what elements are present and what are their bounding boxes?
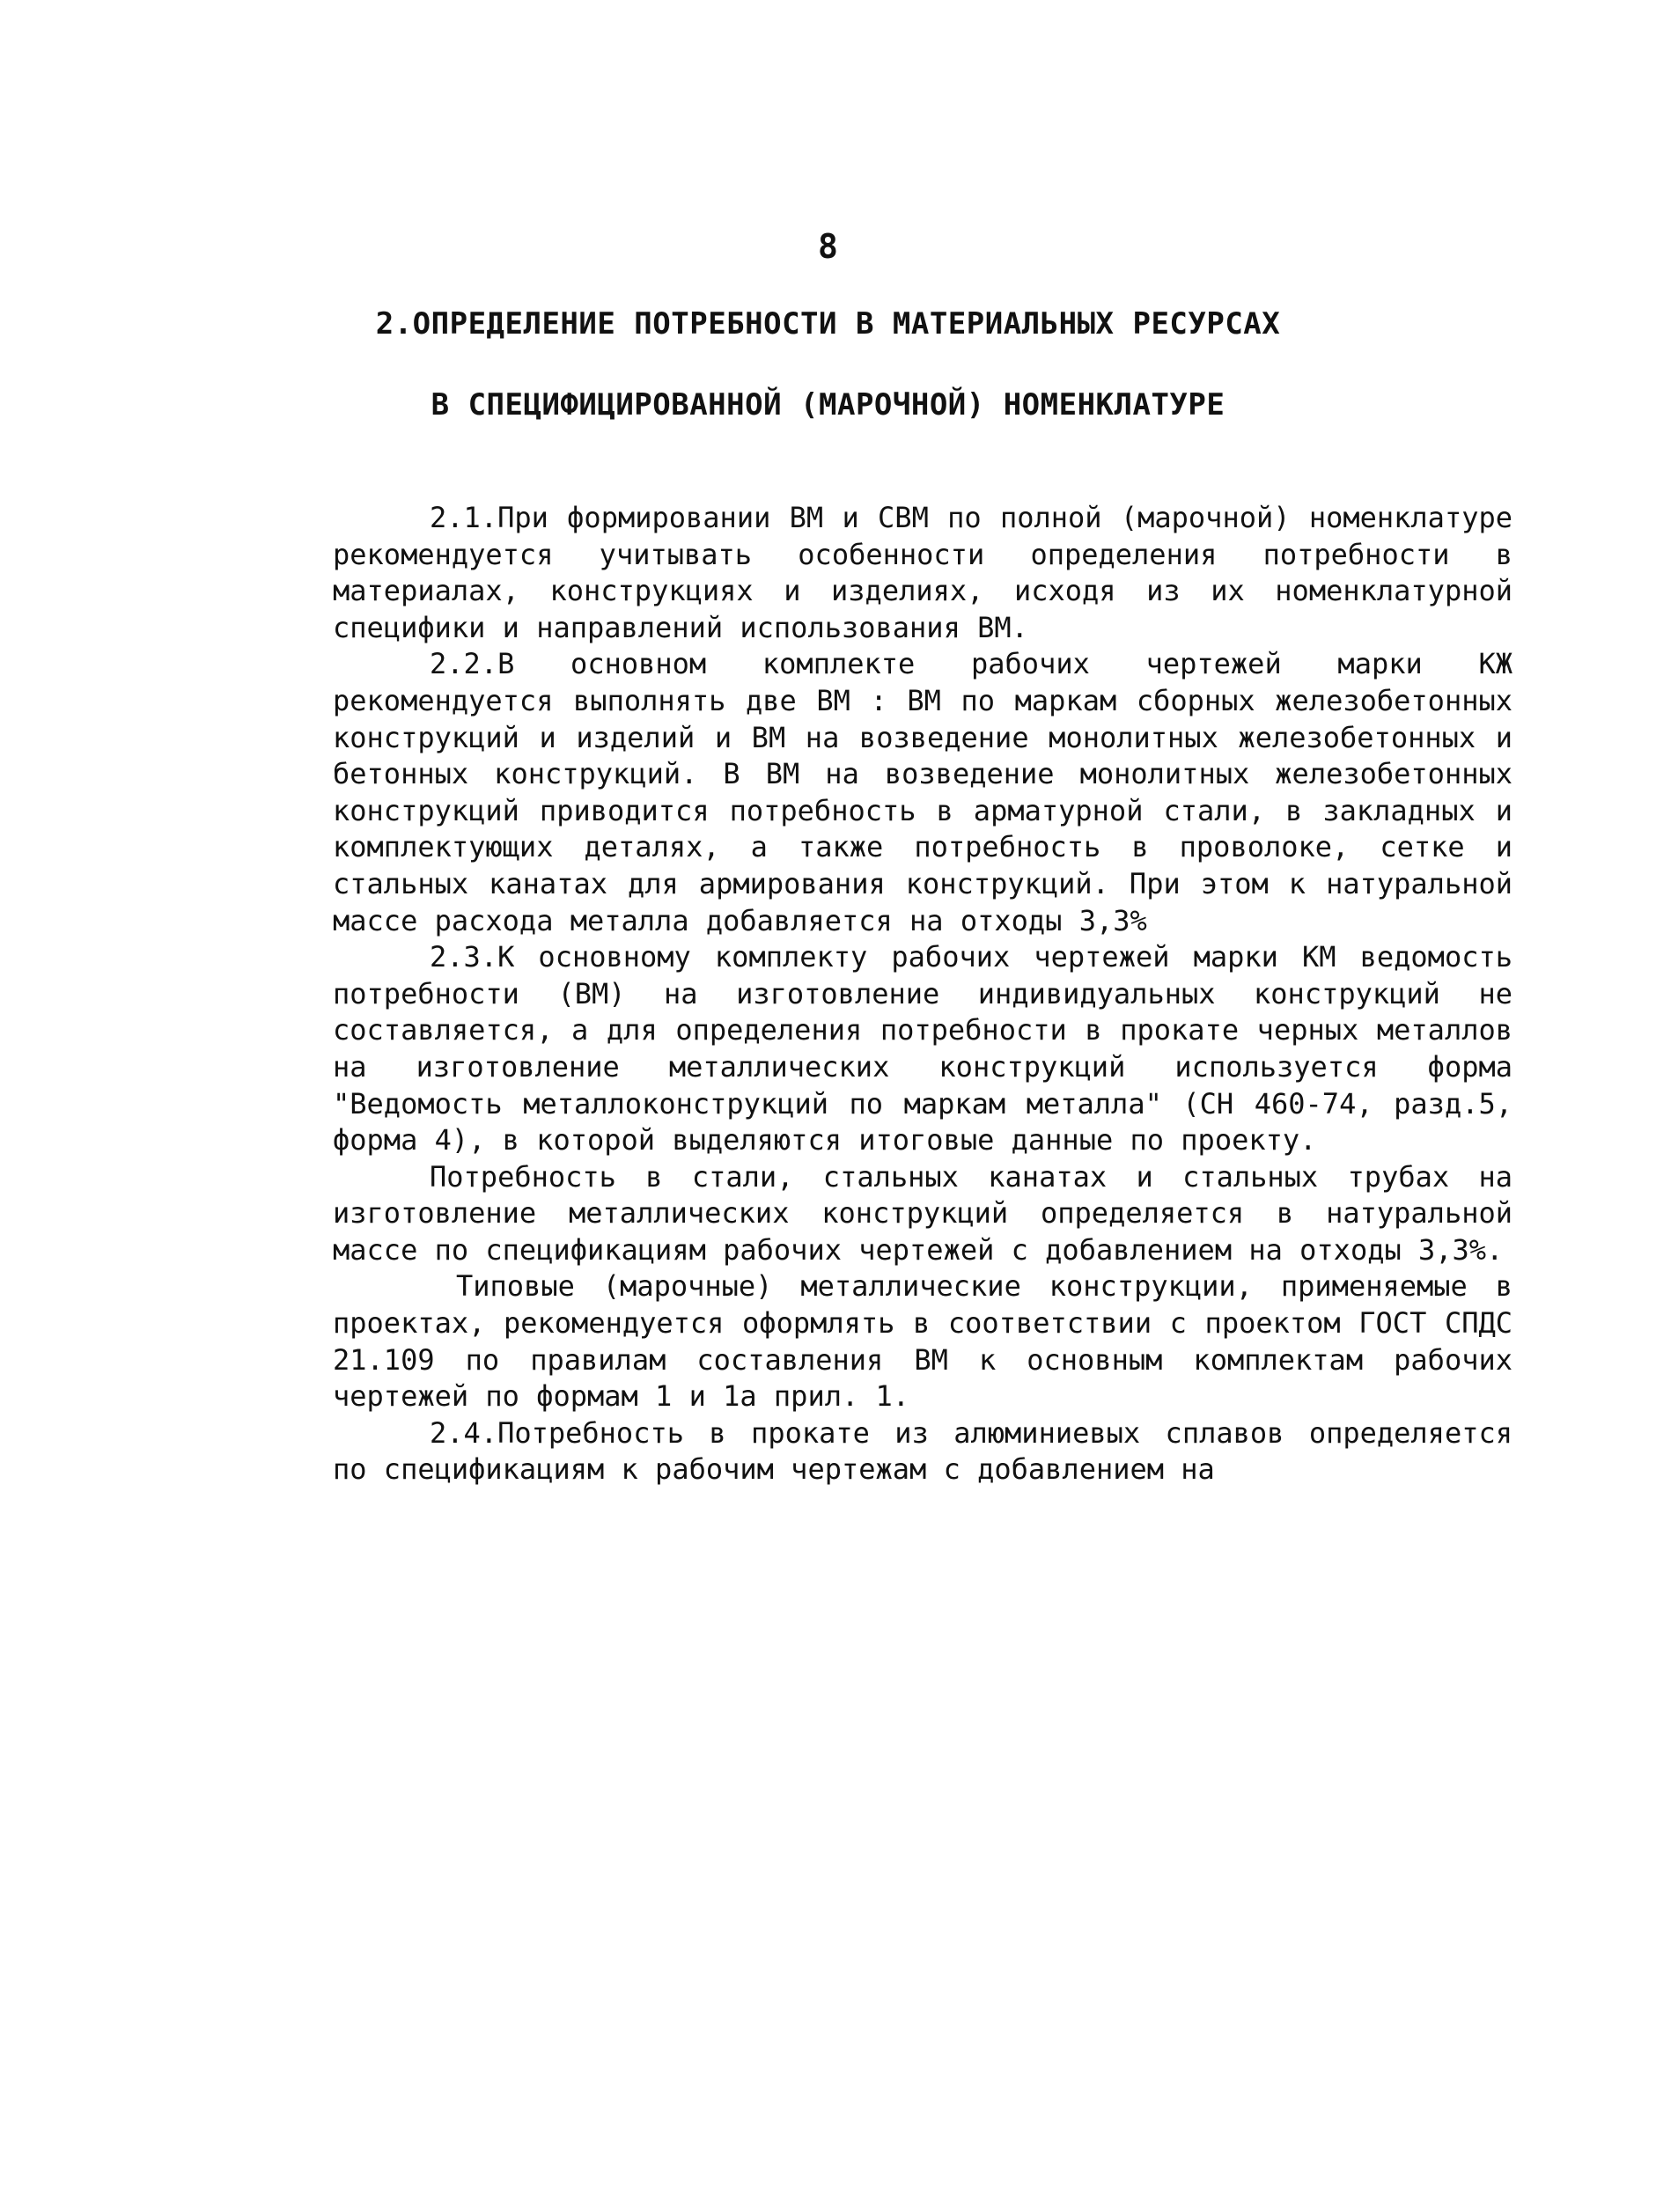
paragraph-2-1: 2.1.При формировании ВМ и СВМ по полной (марочной) номенклатуре рекомендуется учитывать особенности определения потребности в материалах, конструкциях и изделиях, исходя из их номенклатурной специфики и направлений использования ВМ. (333, 501, 1512, 644)
paragraph-2-3: 2.3.К основному комплекту рабочих чертежей марки КМ ведомость потребности (ВМ) на изготовление индивидуальных конструкций не составляется, а для определения потребности в прокате черных металлов на изготовление металлических конструкций используется форма "Ведомость металлоконструкций по маркам металла" (СН 460-74, разд.5, форма 4), в которой выделяются итоговые данные по проекту. (333, 940, 1512, 1157)
paragraph-steel-demand: Потребность в стали, стальных канатах и стальных трубах на изготовление металлических конструкций определяется в натуральной массе по спецификациям рабочих чертежей с добавлением на отходы 3,3%. (333, 1159, 1512, 1267)
paragraph-2-4: 2.4.Потребность в прокате из алюминиевых сплавов определяется по спецификациям к рабочим чертежам с добавлением на (333, 1415, 1512, 1487)
section-title-line-1: 2.ОПРЕДЕЛЕНИЕ ПОТРЕБНОСТИ В МАТЕРИАЛЬНЫХ РЕСУРСАХ (375, 306, 1281, 342)
section-title-line-2: В СПЕЦИФИЦИРОВАННОЙ (МАРОЧНОЙ) НОМЕНКЛАТУРЕ (431, 387, 1225, 423)
paragraph-2-2: 2.2.В основном комплекте рабочих чертежей марки КЖ рекомендуется выполнять две ВМ : ВМ по маркам сборных железобетонных конструкций и изделий и ВМ на возведение монолитных железобетонных и бетонных конструкций. В ВМ на возведение монолитных железобетонных конструкций приводится потребность в арматурной стали, в закладных и комплектующих деталях, а также потребность в проволоке, сетке и стальных канатах для армирования конструкций. При этом к натуральной массе расхода металла добавляется на отходы 3,3% (333, 647, 1512, 937)
page-number: 8 (818, 227, 838, 266)
body-text (333, 500, 1512, 1488)
paragraph-typical-structures: Типовые (марочные) металлические конструкции, применяемые в проектах, рекомендуется оформлять в соответствии с проектом ГОСТ СПДС 21.109 по правилам составления ВМ к основным комплектам рабочих чертежей по формам 1 и 1а прил. 1. (333, 1269, 1512, 1414)
